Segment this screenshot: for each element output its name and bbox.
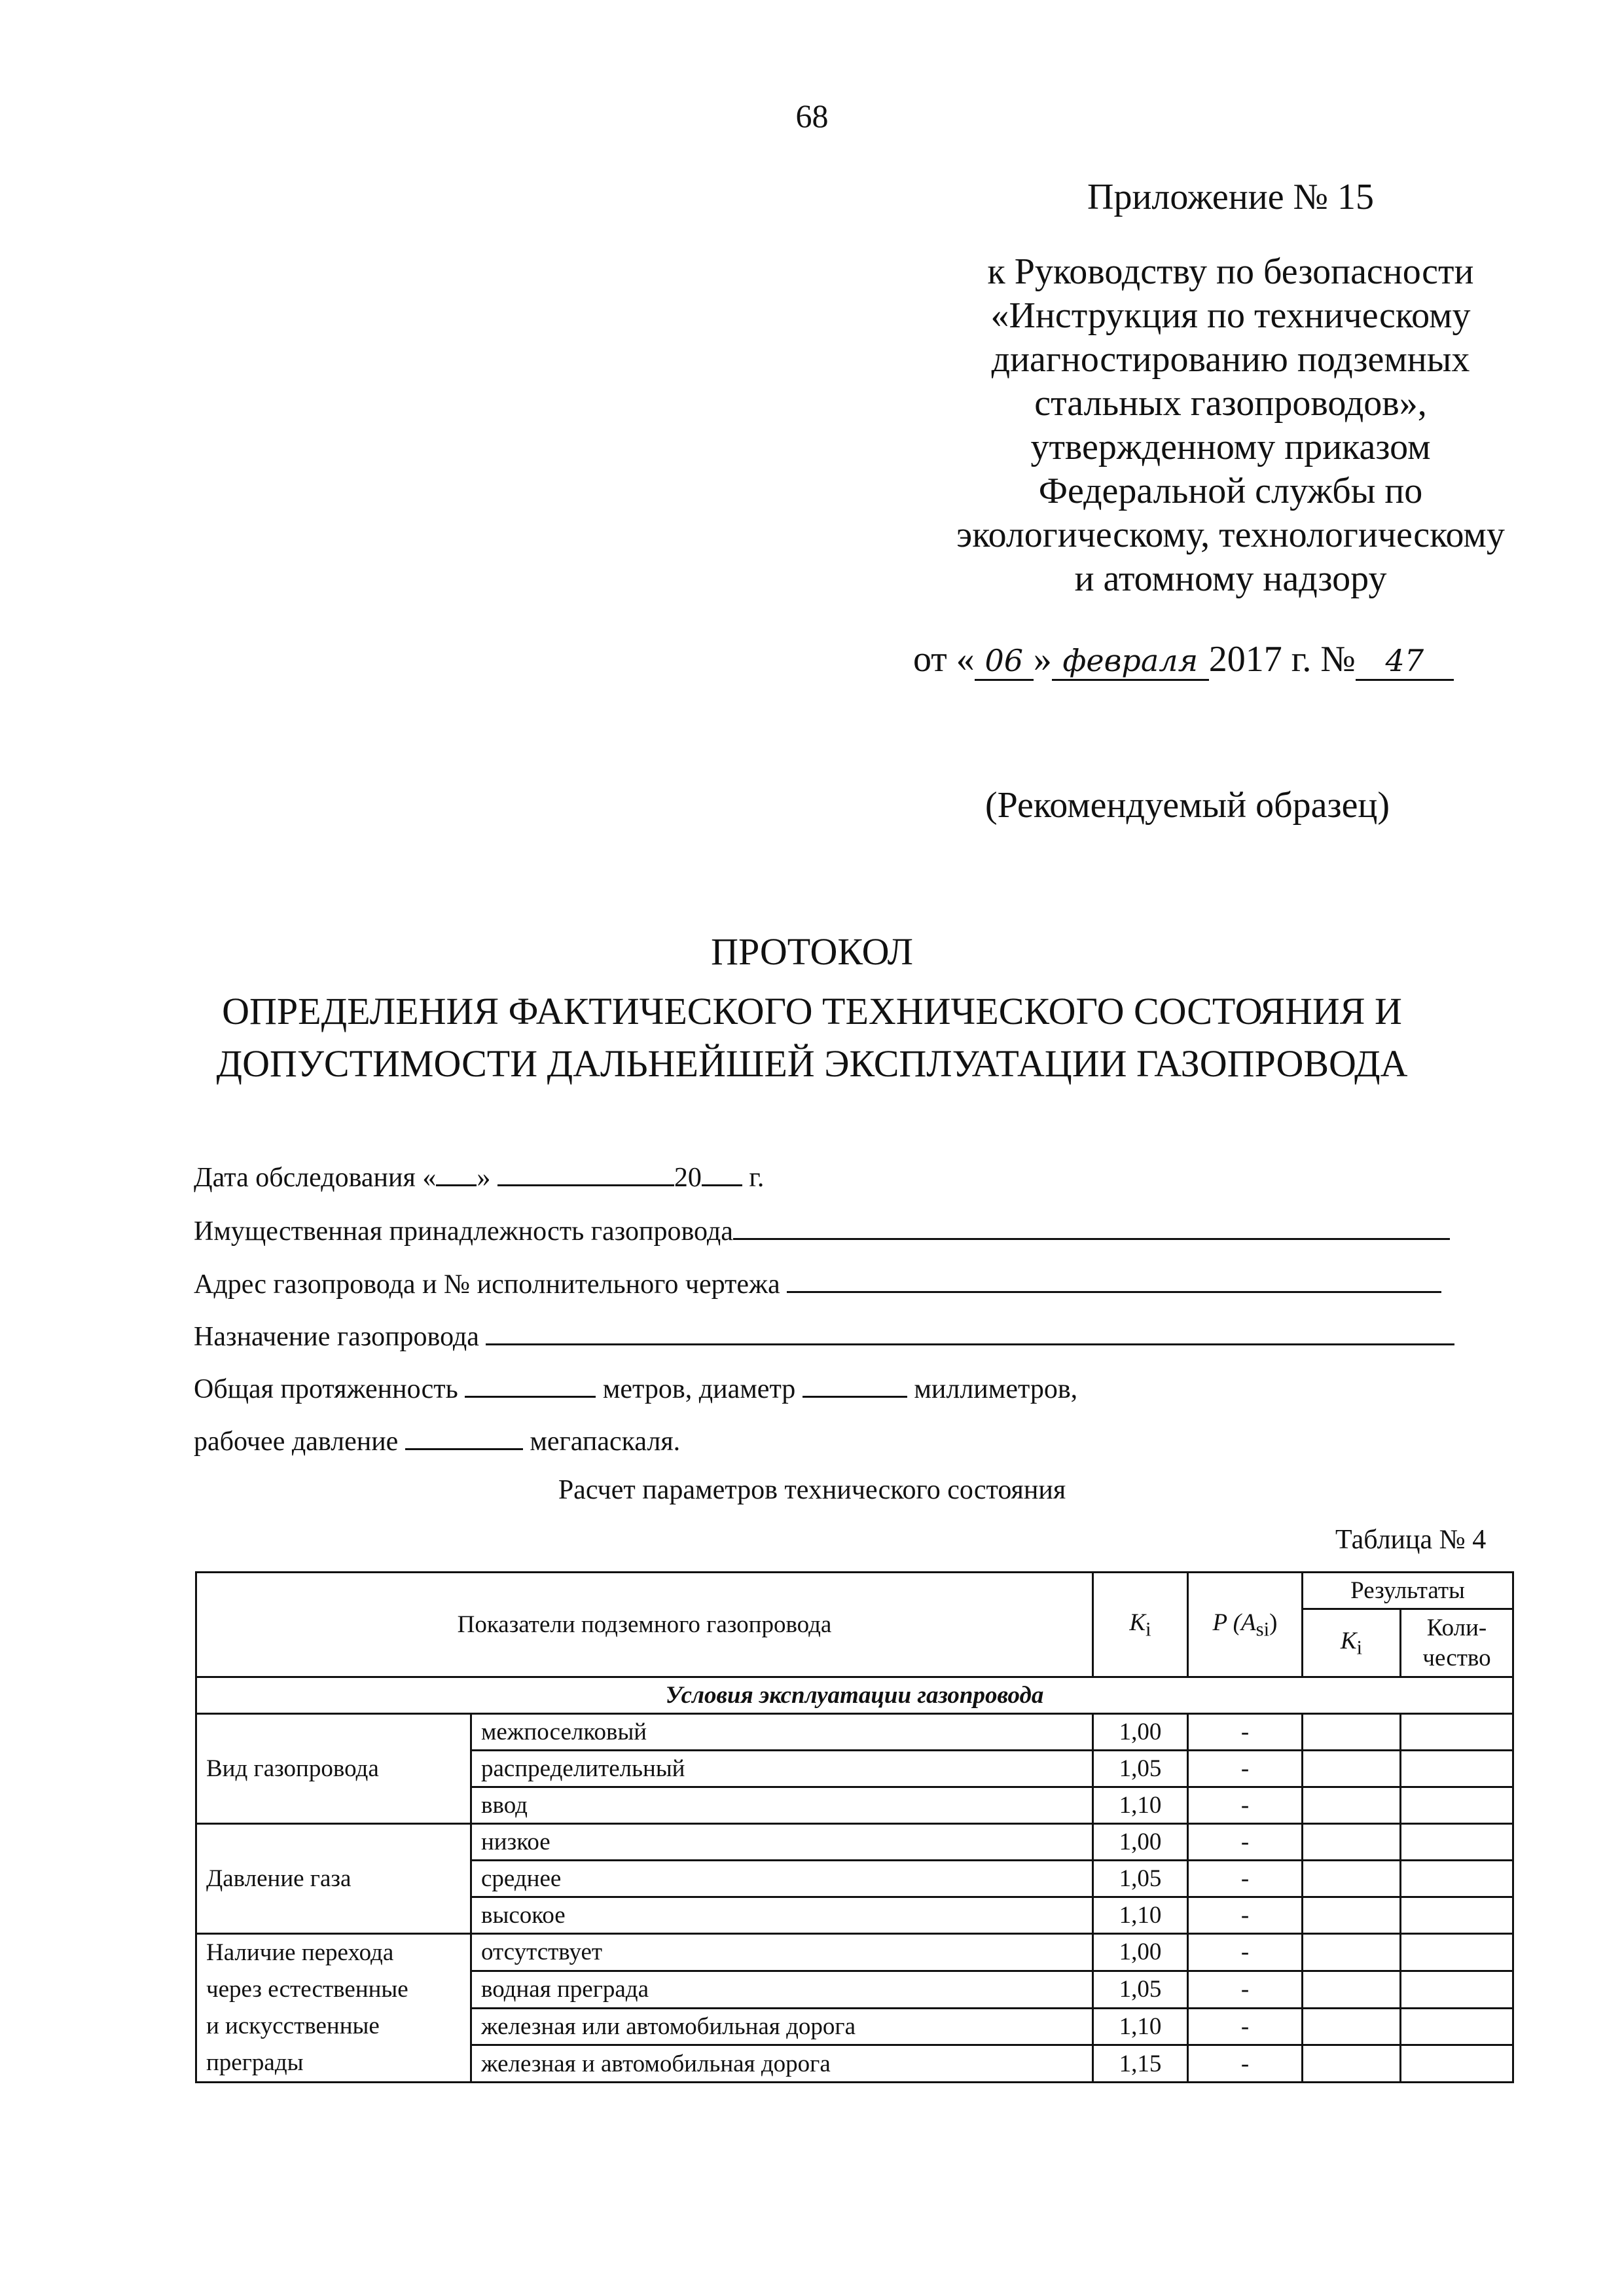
- purpose-label: Назначение газопровода: [194, 1322, 479, 1352]
- result-ki-cell[interactable]: [1303, 2045, 1401, 2083]
- row-p: -: [1188, 1971, 1303, 2008]
- survey-date-label: Дата обследования «: [194, 1163, 437, 1193]
- row-ki: 1,00: [1093, 1934, 1188, 1971]
- diameter-unit: миллиметров,: [914, 1374, 1078, 1404]
- results-header: Результаты: [1303, 1573, 1513, 1609]
- p-header: P $(A_{si})$: [1188, 1573, 1303, 1677]
- length-blank: [465, 1391, 596, 1398]
- date-year-blank: [702, 1179, 742, 1186]
- row-ki: 1,10: [1093, 1897, 1188, 1934]
- approval-month: февраля: [1052, 642, 1209, 681]
- section-row: [196, 1677, 1513, 1714]
- row-p: -: [1188, 1787, 1303, 1824]
- approval-year: 2017 г. №: [1208, 639, 1356, 680]
- address-blank: [787, 1286, 1441, 1293]
- result-qty-cell[interactable]: [1401, 2008, 1513, 2045]
- group-label: Давление газа: [196, 1824, 471, 1934]
- ownership-label: Имущественная принадлежность газопровода: [194, 1216, 733, 1247]
- section-title: Условия эксплуатации газопровода: [196, 1677, 1513, 1714]
- result-ki-cell[interactable]: [1303, 1934, 1401, 1971]
- diameter-blank: [803, 1391, 907, 1398]
- result-ki-cell[interactable]: [1303, 1971, 1401, 2008]
- approval-day: 06: [975, 642, 1034, 681]
- row-ki: 1,00: [1093, 1714, 1188, 1751]
- row-name: низкое: [471, 1824, 1093, 1861]
- result-ki-cell[interactable]: [1303, 1751, 1401, 1787]
- row-ki: 1,10: [1093, 1787, 1188, 1824]
- result-qty-cell[interactable]: [1401, 1824, 1513, 1861]
- row-name: железная и автомобильная дорога: [471, 2045, 1093, 2083]
- row-name: высокое: [471, 1897, 1093, 1934]
- result-ki-cell[interactable]: [1303, 1824, 1401, 1861]
- row-p: -: [1188, 2008, 1303, 2045]
- table-row: [196, 1934, 1513, 1971]
- result-ki-cell[interactable]: [1303, 1787, 1401, 1824]
- table-header-row: [196, 1573, 1513, 1609]
- result-qty-cell[interactable]: [1401, 1971, 1513, 2008]
- appendix-line: Федеральной службы по: [1038, 471, 1423, 511]
- row-name: распределительный: [471, 1751, 1093, 1787]
- address-line: [194, 1269, 1441, 1300]
- survey-date-year: 20: [674, 1163, 702, 1193]
- ownership-blank: [733, 1233, 1450, 1240]
- pressure-blank: [405, 1443, 523, 1450]
- survey-date-suffix: г.: [749, 1163, 765, 1193]
- table-row: [196, 1824, 1513, 1861]
- result-qty-cell[interactable]: [1401, 1861, 1513, 1897]
- protocol-subtitle-line: ДОПУСТИМОСТИ ДАЛЬНЕЙШЕЙ ЭКСПЛУАТАЦИИ ГАЗОПРОВОДА: [216, 1042, 1408, 1085]
- row-name: межпоселковый: [471, 1714, 1093, 1751]
- result-ki-cell[interactable]: [1303, 1897, 1401, 1934]
- row-name: среднее: [471, 1861, 1093, 1897]
- row-ki: 1,00: [1093, 1824, 1188, 1861]
- calc-title: Расчет параметров технического состояния: [558, 1475, 1066, 1505]
- length-label: Общая протяженность: [194, 1374, 458, 1404]
- group-label: Вид газопровода: [196, 1714, 471, 1824]
- protocol-subtitle: [0, 985, 1624, 1090]
- appendix-line: утвержденному приказом: [1030, 427, 1431, 467]
- date-day-blank: [436, 1179, 477, 1186]
- results-ki-header: $K_i$: [1303, 1609, 1401, 1677]
- protocol-title: ПРОТОКОЛ: [711, 930, 913, 973]
- row-ki: 1,05: [1093, 1971, 1188, 2008]
- approval-number: 47: [1356, 642, 1454, 681]
- appendix-title: Приложение № 15: [1087, 177, 1374, 217]
- group-label: Наличие перехода через естественные и искусственные преграды: [196, 1934, 471, 2083]
- parameters-table: [195, 1571, 1514, 2083]
- appendix-line: и атомному надзору: [1074, 558, 1387, 599]
- indicators-header: Показатели подземного газопровода: [196, 1573, 1093, 1677]
- row-ki: 1,10: [1093, 2008, 1188, 2045]
- row-ki: 1,05: [1093, 1751, 1188, 1787]
- appendix-line: стальных газопроводов»,: [1034, 383, 1427, 424]
- appendix-line: к Руководству по безопасности: [987, 251, 1474, 292]
- sample-label: (Рекомендуемый образец): [985, 785, 1390, 826]
- result-ki-cell[interactable]: [1303, 2008, 1401, 2045]
- pressure-unit: мегапаскаля.: [530, 1427, 681, 1457]
- appendix-basis: [903, 250, 1558, 601]
- result-qty-cell[interactable]: [1401, 1897, 1513, 1934]
- row-p: -: [1188, 1934, 1303, 1971]
- ki-header: $K_i$: [1093, 1573, 1188, 1677]
- results-qty-header: Коли- чество: [1401, 1609, 1513, 1677]
- page-number: 68: [795, 98, 829, 134]
- row-ki: 1,05: [1093, 1861, 1188, 1897]
- address-label: Адрес газопровода и № исполнительного чертежа: [194, 1269, 780, 1300]
- purpose-blank: [486, 1338, 1454, 1345]
- result-qty-cell[interactable]: [1401, 1787, 1513, 1824]
- row-name: железная или автомобильная дорога: [471, 2008, 1093, 2045]
- appendix-line: диагностированию подземных: [991, 339, 1470, 380]
- approval-line: [913, 638, 1454, 681]
- table-number: Таблица № 4: [1335, 1525, 1487, 1555]
- pressure-label: рабочее давление: [194, 1427, 399, 1457]
- row-p: -: [1188, 1897, 1303, 1934]
- row-p: -: [1188, 2045, 1303, 2083]
- survey-date-line: [194, 1162, 764, 1194]
- table-row: [196, 1714, 1513, 1751]
- row-name: водная преграда: [471, 1971, 1093, 2008]
- survey-date-mid: »: [477, 1163, 491, 1193]
- purpose-line: [194, 1321, 1454, 1353]
- appendix-line: экологическому, технологическому: [956, 515, 1505, 555]
- approval-mid: »: [1033, 639, 1052, 680]
- result-qty-cell[interactable]: [1401, 1934, 1513, 1971]
- row-p: -: [1188, 1714, 1303, 1751]
- length-unit: метров, диаметр: [602, 1374, 796, 1404]
- row-name: ввод: [471, 1787, 1093, 1824]
- result-ki-cell[interactable]: [1303, 1714, 1401, 1751]
- result-qty-cell[interactable]: [1401, 2045, 1513, 2083]
- result-qty-cell[interactable]: [1401, 1714, 1513, 1751]
- length-line: [194, 1374, 1077, 1405]
- result-ki-cell[interactable]: [1303, 1861, 1401, 1897]
- date-month-blank: [497, 1179, 674, 1186]
- result-qty-cell[interactable]: [1401, 1751, 1513, 1787]
- row-p: -: [1188, 1824, 1303, 1861]
- ownership-line: [194, 1216, 1450, 1247]
- protocol-subtitle-line: ОПРЕДЕЛЕНИЯ ФАКТИЧЕСКОГО ТЕХНИЧЕСКОГО СОСТОЯНИЯ И: [222, 990, 1402, 1032]
- row-name: отсутствует: [471, 1934, 1093, 1971]
- pressure-line: [194, 1426, 680, 1457]
- row-p: -: [1188, 1861, 1303, 1897]
- approval-prefix: от «: [913, 639, 975, 680]
- appendix-line: «Инструкция по техническому: [990, 295, 1471, 336]
- row-p: -: [1188, 1751, 1303, 1787]
- row-ki: 1,15: [1093, 2045, 1188, 2083]
